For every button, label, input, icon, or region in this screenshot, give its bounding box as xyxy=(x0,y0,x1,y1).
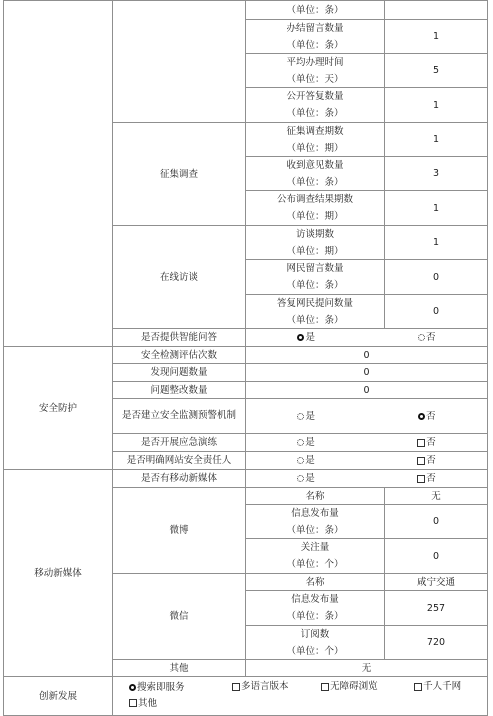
row-wechat-name-label: 名称 xyxy=(245,573,385,591)
group-wechat: 微信 xyxy=(112,573,246,660)
row-other-value: 无 xyxy=(245,659,488,677)
label-text: 平均办理时间 xyxy=(286,56,344,68)
option-yes[interactable] xyxy=(297,329,315,346)
option-label: 多语言版本 xyxy=(241,681,289,692)
innovation-option-other[interactable] xyxy=(129,696,157,711)
option-label: 其他 xyxy=(138,697,158,709)
radio-empty-icon xyxy=(418,334,425,341)
row-issues-fixed-value: 0 xyxy=(245,381,488,399)
unit-text: （单位：条） xyxy=(286,611,344,622)
row-weibo-posts-label xyxy=(245,504,385,539)
group-other: 其他 xyxy=(112,659,246,677)
label-text: 公开答复数量 xyxy=(286,91,344,102)
option-label: 搜索即服务 xyxy=(137,681,185,693)
row-weibo-followers-label xyxy=(245,538,385,574)
row-drills-label: 是否开展应急演练 xyxy=(112,433,246,452)
row-opinions-value: 3 xyxy=(384,156,488,191)
row-issues-fixed-label: 问题整改数量 xyxy=(112,381,246,399)
unit-text: （单位：期） xyxy=(286,245,344,257)
radio-selected-icon xyxy=(297,334,304,341)
option-yes-label: 是 xyxy=(305,437,315,448)
option-no[interactable] xyxy=(417,452,436,469)
label-text: 办结留言数量 xyxy=(286,22,344,34)
option-no[interactable] xyxy=(417,470,436,487)
option-no-label: 否 xyxy=(425,410,436,422)
row-netizen-msgs-value: 0 xyxy=(384,259,488,295)
checkbox-icon xyxy=(417,475,425,483)
row-issues-found-value: 0 xyxy=(245,363,488,382)
row-drills-options xyxy=(245,433,488,452)
unit-text: （单位：条） xyxy=(286,314,344,326)
unit-text: （单位：期） xyxy=(286,211,344,222)
unit-text: （单位：条） xyxy=(286,108,344,119)
label-text: 信息发布量 xyxy=(291,594,339,605)
checkbox-icon xyxy=(232,683,240,691)
unit-text: （单位：条） xyxy=(286,39,344,51)
radio-empty-icon xyxy=(297,475,304,482)
row-has-mobile-options xyxy=(245,469,488,488)
option-yes[interactable] xyxy=(297,470,315,487)
row-replied-msgs-value: 0 xyxy=(384,294,488,329)
row-interview-periods-value: 1 xyxy=(384,225,488,260)
option-yes[interactable] xyxy=(297,408,315,425)
unit-text: （单位：条） xyxy=(286,176,344,188)
row-responsible-label: 是否明确网站安全责任人 xyxy=(112,451,246,470)
label-text: 收到意见数量 xyxy=(286,159,344,171)
option-label: 千人千网 xyxy=(423,681,462,692)
row-wechat-posts-value: 257 xyxy=(384,590,488,626)
row-public-replies-value: 1 xyxy=(384,87,488,123)
unit-text: （单位：天） xyxy=(286,73,344,85)
label-text: 关注量 xyxy=(300,542,330,553)
label-text: 答复网民提问数量 xyxy=(276,297,353,309)
innovation-option-accessible[interactable] xyxy=(321,679,411,694)
radio-empty-icon xyxy=(297,439,304,446)
unit-text: （单位：条） xyxy=(286,4,344,16)
group-consultation: 征集调查 xyxy=(112,122,246,226)
checkbox-icon xyxy=(129,699,137,707)
row-partial-value xyxy=(384,0,488,20)
row-opinions-label xyxy=(245,156,385,191)
checkbox-icon xyxy=(417,457,425,465)
unit-text: （单位：条） xyxy=(286,280,344,291)
option-no[interactable] xyxy=(418,408,436,425)
row-result-periods-label xyxy=(245,190,385,226)
option-label: 无障碍浏览 xyxy=(330,681,378,692)
radio-selected-icon xyxy=(418,413,425,420)
row-wechat-subs-label xyxy=(245,625,385,660)
group-interview: 在线访谈 xyxy=(112,225,246,329)
checkbox-icon xyxy=(321,683,329,691)
row-responsible-options xyxy=(245,451,488,470)
option-no-label: 否 xyxy=(426,437,436,448)
radio-empty-icon xyxy=(297,457,304,464)
label-text: 公布调查结果期数 xyxy=(276,194,353,205)
label-text: 征集调查期数 xyxy=(286,125,344,137)
row-wechat-posts-label xyxy=(245,590,385,626)
row-weibo-name-label: 名称 xyxy=(245,487,385,505)
row-processed-label xyxy=(245,19,385,54)
option-yes-label: 是 xyxy=(305,455,315,466)
option-no-label: 否 xyxy=(426,455,436,466)
row-weibo-posts-value: 0 xyxy=(384,504,488,539)
row-avg-time-value: 5 xyxy=(384,53,488,88)
label-text: 订阅数 xyxy=(300,628,330,640)
row-netizen-msgs-label xyxy=(245,259,385,295)
row-has-mobile-label: 是否有移动新媒体 xyxy=(112,469,246,488)
option-no-label: 否 xyxy=(426,473,436,484)
label-text: 网民留言数量 xyxy=(286,263,344,274)
option-yes-label: 是 xyxy=(305,473,315,484)
section-mobile: 移动新媒体 xyxy=(3,469,113,677)
unit-text: （单位：个） xyxy=(286,559,344,570)
radio-empty-icon xyxy=(297,413,304,420)
checkbox-icon xyxy=(417,439,425,447)
row-smart-qa-options xyxy=(245,328,488,347)
row-security-checks-value: 0 xyxy=(245,346,488,364)
innovation-option-personalized[interactable] xyxy=(414,679,484,694)
option-no[interactable] xyxy=(417,434,436,451)
option-yes-label: 是 xyxy=(305,410,315,422)
row-result-periods-value: 1 xyxy=(384,190,488,226)
section-cell-upper xyxy=(3,0,113,347)
row-interview-periods-label xyxy=(245,225,385,260)
unit-text: （单位：个） xyxy=(286,645,344,657)
unit-text: （单位：期） xyxy=(286,142,344,154)
innovation-options xyxy=(112,676,488,716)
row-issues-found-label: 发现问题数量 xyxy=(112,363,246,382)
innovation-option-search[interactable] xyxy=(129,680,229,695)
row-replied-msgs-label xyxy=(245,294,385,329)
checkbox-icon xyxy=(414,683,422,691)
row-wechat-subs-value: 720 xyxy=(384,625,488,660)
row-partial-label xyxy=(245,0,385,20)
row-weibo-name-value: 无 xyxy=(384,487,488,505)
option-yes[interactable] xyxy=(297,452,315,469)
radio-selected-icon xyxy=(129,684,136,691)
row-avg-time-label xyxy=(245,53,385,88)
label-text: 信息发布量 xyxy=(291,507,339,519)
section-innovation: 创新发展 xyxy=(3,676,113,716)
row-survey-periods-value: 1 xyxy=(384,122,488,157)
row-monitoring-options xyxy=(245,398,488,434)
option-yes-label: 是 xyxy=(305,332,315,343)
row-security-checks-label: 安全检测评估次数 xyxy=(112,346,246,364)
option-no-label: 否 xyxy=(425,332,436,343)
row-monitoring-label: 是否建立安全监测预警机制 xyxy=(112,398,246,434)
innovation-option-multilingual[interactable] xyxy=(232,679,318,694)
row-processed-value: 1 xyxy=(384,19,488,54)
group-weibo: 微博 xyxy=(112,487,246,574)
row-survey-periods-label xyxy=(245,122,385,157)
unit-text: （单位：条） xyxy=(286,524,344,536)
row-public-replies-label xyxy=(245,87,385,123)
row-smart-qa-label: 是否提供智能问答 xyxy=(112,328,246,347)
row-weibo-followers-value: 0 xyxy=(384,538,488,574)
option-no[interactable] xyxy=(418,329,436,346)
label-text: 访谈期数 xyxy=(295,228,334,240)
option-yes[interactable] xyxy=(297,434,315,451)
section-security: 安全防护 xyxy=(3,346,113,470)
row-wechat-name-value: 咸宁交通 xyxy=(384,573,488,591)
group-cell-upper xyxy=(112,0,246,123)
